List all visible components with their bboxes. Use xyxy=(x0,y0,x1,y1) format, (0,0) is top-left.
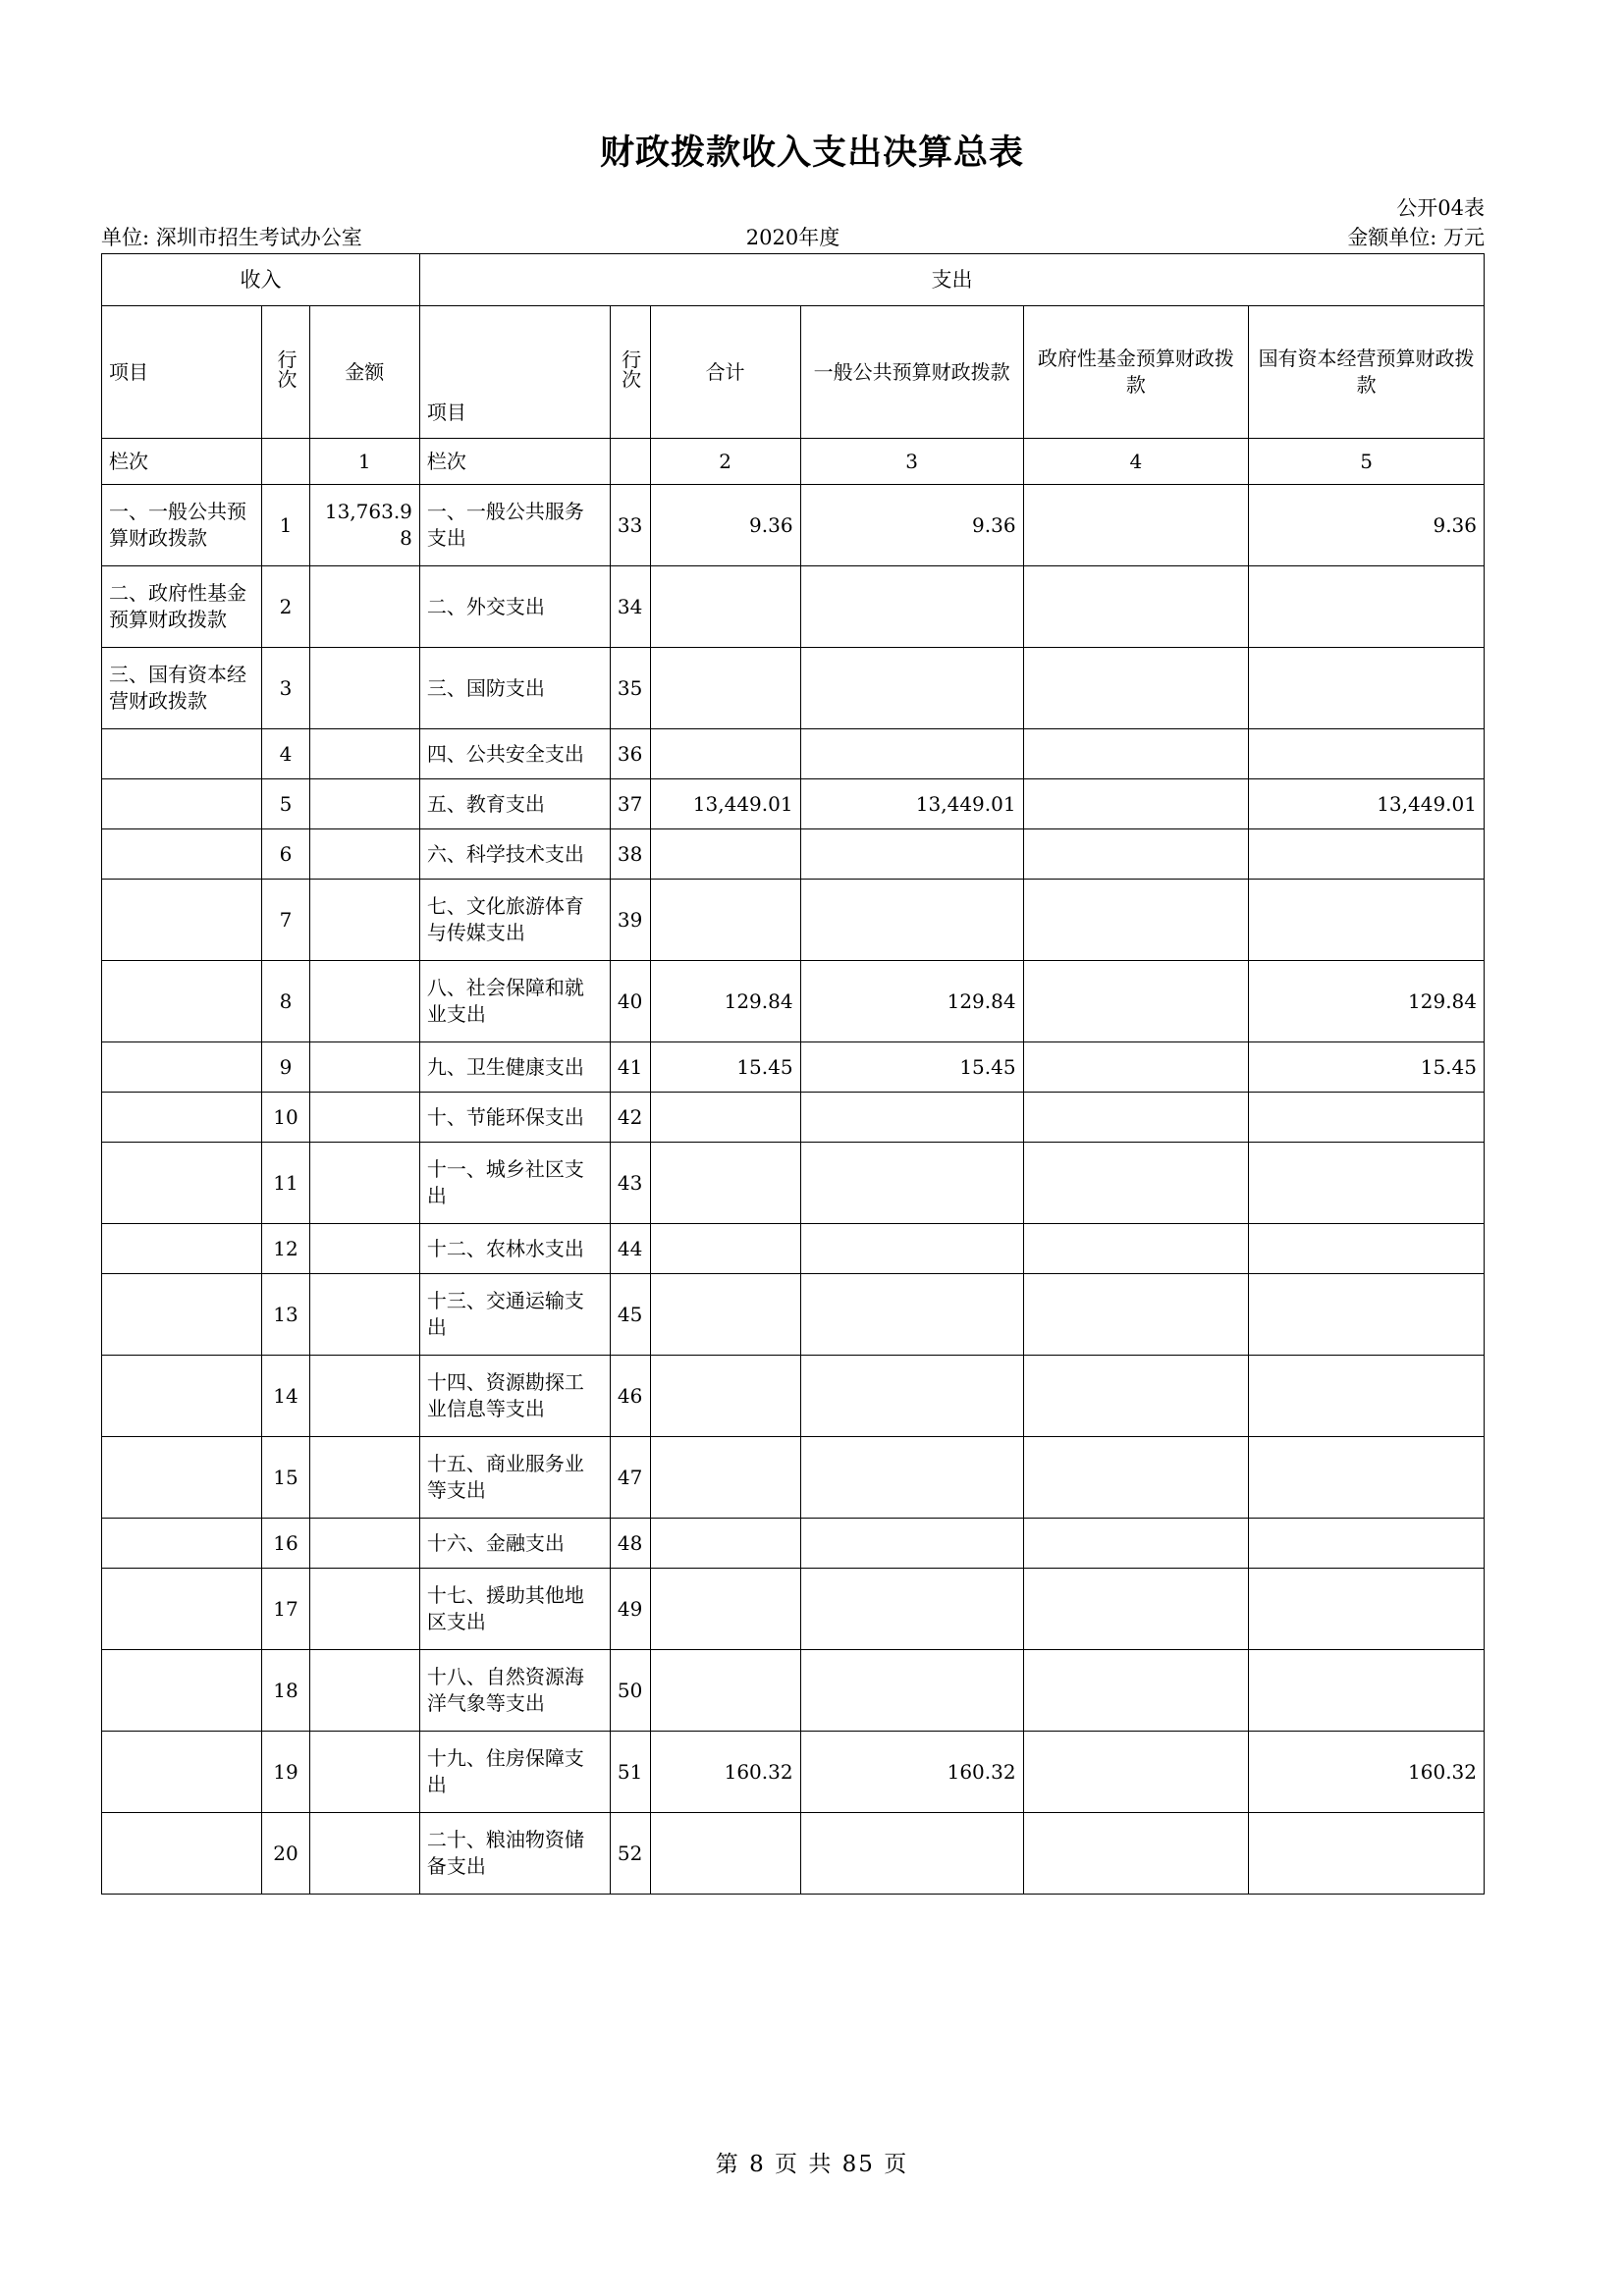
rank-row xyxy=(102,439,1485,485)
cell-exp-item: 十一、城乡社区支出 xyxy=(419,1143,610,1224)
cell-exp-general-public xyxy=(800,880,1023,961)
cell-exp-total xyxy=(650,1569,800,1650)
cell-income-item: 一、一般公共预算财政拨款 xyxy=(102,485,262,566)
financial-table xyxy=(101,253,1485,1895)
cell-income-line: 17 xyxy=(262,1569,309,1650)
cell-income-line: 9 xyxy=(262,1042,309,1093)
table-row xyxy=(102,829,1485,880)
cell-income-line: 11 xyxy=(262,1143,309,1224)
table-row xyxy=(102,1224,1485,1274)
header-income-line xyxy=(262,306,309,439)
cell-income-line: 13 xyxy=(262,1274,309,1356)
cell-exp-line: 34 xyxy=(610,566,650,648)
cell-income-amount xyxy=(309,1143,419,1224)
cell-exp-gov-fund xyxy=(1023,1519,1249,1569)
cell-exp-general-public: 129.84 xyxy=(800,961,1023,1042)
rank-label-income: 栏次 xyxy=(102,439,262,485)
table-row xyxy=(102,1274,1485,1356)
cell-exp-gov-fund xyxy=(1023,779,1249,829)
rank-label-expenditure: 栏次 xyxy=(419,439,610,485)
cell-income-item xyxy=(102,829,262,880)
table-row xyxy=(102,566,1485,648)
cell-income-item xyxy=(102,1732,262,1813)
group-header-row xyxy=(102,254,1485,306)
cell-income-line: 8 xyxy=(262,961,309,1042)
cell-exp-general-public xyxy=(800,1569,1023,1650)
cell-exp-line: 37 xyxy=(610,779,650,829)
cell-income-line: 5 xyxy=(262,779,309,829)
cell-income-amount xyxy=(309,1813,419,1895)
rank-col-4: 4 xyxy=(1023,439,1249,485)
cell-exp-line: 50 xyxy=(610,1650,650,1732)
cell-exp-total xyxy=(650,1274,800,1356)
cell-exp-general-public xyxy=(800,1143,1023,1224)
cell-exp-gov-fund xyxy=(1023,961,1249,1042)
cell-exp-line: 46 xyxy=(610,1356,650,1437)
cell-income-amount xyxy=(309,648,419,729)
cell-exp-state-capital xyxy=(1249,1437,1485,1519)
table-row xyxy=(102,648,1485,729)
cell-exp-state-capital xyxy=(1249,1519,1485,1569)
table-row xyxy=(102,961,1485,1042)
cell-income-line: 16 xyxy=(262,1519,309,1569)
cell-income-amount xyxy=(309,829,419,880)
cell-exp-line: 39 xyxy=(610,880,650,961)
cell-exp-gov-fund xyxy=(1023,1732,1249,1813)
cell-exp-state-capital xyxy=(1249,566,1485,648)
cell-income-line: 4 xyxy=(262,729,309,779)
cell-exp-general-public: 9.36 xyxy=(800,485,1023,566)
cell-exp-total: 160.32 xyxy=(650,1732,800,1813)
cell-exp-item: 十二、农林水支出 xyxy=(419,1224,610,1274)
table-row xyxy=(102,1650,1485,1732)
rank-income-amount: 1 xyxy=(309,439,419,485)
cell-exp-gov-fund xyxy=(1023,1437,1249,1519)
cell-income-line: 1 xyxy=(262,485,309,566)
page-footer: 第 8 页 共 85 页 xyxy=(715,2152,909,2177)
cell-exp-general-public xyxy=(800,729,1023,779)
cell-exp-item: 九、卫生健康支出 xyxy=(419,1042,610,1093)
cell-exp-item: 五、教育支出 xyxy=(419,779,610,829)
column-header-row xyxy=(102,306,1485,439)
cell-income-item xyxy=(102,1650,262,1732)
cell-exp-gov-fund xyxy=(1023,880,1249,961)
cell-income-line: 7 xyxy=(262,880,309,961)
cell-income-line: 19 xyxy=(262,1732,309,1813)
cell-exp-total xyxy=(650,1224,800,1274)
cell-exp-item: 八、社会保障和就业支出 xyxy=(419,961,610,1042)
cell-income-amount xyxy=(309,1732,419,1813)
cell-exp-general-public: 160.32 xyxy=(800,1732,1023,1813)
cell-exp-state-capital: 9.36 xyxy=(1249,485,1485,566)
cell-exp-state-capital: 13,449.01 xyxy=(1249,779,1485,829)
cell-income-amount xyxy=(309,1519,419,1569)
header-exp-line xyxy=(610,306,650,439)
cell-income-line: 14 xyxy=(262,1356,309,1437)
cell-income-item xyxy=(102,779,262,829)
cell-income-amount xyxy=(309,961,419,1042)
page-title: 财政拨款收入支出决算总表 xyxy=(599,133,1024,173)
cell-exp-gov-fund xyxy=(1023,1224,1249,1274)
cell-exp-gov-fund xyxy=(1023,729,1249,779)
cell-exp-item: 十六、金融支出 xyxy=(419,1519,610,1569)
cell-exp-gov-fund xyxy=(1023,648,1249,729)
cell-income-item: 三、国有资本经营财政拨款 xyxy=(102,648,262,729)
cell-income-line: 10 xyxy=(262,1093,309,1143)
cell-income-line: 2 xyxy=(262,566,309,648)
header-exp-general-public: 一般公共预算财政拨款 xyxy=(800,306,1023,439)
cell-income-item xyxy=(102,1519,262,1569)
cell-income-item xyxy=(102,729,262,779)
cell-exp-state-capital xyxy=(1249,648,1485,729)
cell-income-amount xyxy=(309,566,419,648)
header-income-amount: 金额 xyxy=(309,306,419,439)
cell-exp-item: 三、国防支出 xyxy=(419,648,610,729)
cell-exp-item: 六、科学技术支出 xyxy=(419,829,610,880)
cell-exp-total xyxy=(650,1650,800,1732)
cell-exp-general-public xyxy=(800,1650,1023,1732)
cell-income-item xyxy=(102,961,262,1042)
cell-exp-gov-fund xyxy=(1023,1356,1249,1437)
cell-exp-total: 15.45 xyxy=(650,1042,800,1093)
table-row xyxy=(102,880,1485,961)
cell-exp-gov-fund xyxy=(1023,829,1249,880)
table-row xyxy=(102,485,1485,566)
cell-exp-total: 129.84 xyxy=(650,961,800,1042)
header-exp-state-capital: 国有资本经营预算财政拨款 xyxy=(1249,306,1485,439)
cell-income-item xyxy=(102,1042,262,1093)
cell-exp-total xyxy=(650,1093,800,1143)
cell-exp-general-public xyxy=(800,1356,1023,1437)
table-row xyxy=(102,729,1485,779)
cell-exp-state-capital: 15.45 xyxy=(1249,1042,1485,1093)
cell-exp-line: 44 xyxy=(610,1224,650,1274)
group-header-expenditure: 支出 xyxy=(419,254,1484,306)
cell-income-amount xyxy=(309,1569,419,1650)
cell-income-line: 3 xyxy=(262,648,309,729)
cell-exp-line: 38 xyxy=(610,829,650,880)
cell-exp-state-capital xyxy=(1249,1813,1485,1895)
header-income-line-text: 行次 xyxy=(273,348,298,389)
table-row xyxy=(102,1569,1485,1650)
cell-exp-item: 十八、自然资源海洋气象等支出 xyxy=(419,1650,610,1732)
rank-col-2: 2 xyxy=(650,439,800,485)
fiscal-year-label: 2020年度 xyxy=(745,226,840,249)
cell-income-item: 二、政府性基金预算财政拨款 xyxy=(102,566,262,648)
cell-exp-item: 二十、粮油物资储备支出 xyxy=(419,1813,610,1895)
cell-exp-total: 9.36 xyxy=(650,485,800,566)
cell-exp-state-capital: 160.32 xyxy=(1249,1732,1485,1813)
form-code-label: 公开04表 xyxy=(1396,196,1485,220)
cell-exp-state-capital: 129.84 xyxy=(1249,961,1485,1042)
cell-income-amount xyxy=(309,1042,419,1093)
cell-income-amount xyxy=(309,880,419,961)
rank-income-line xyxy=(262,439,309,485)
cell-income-amount xyxy=(309,1356,419,1437)
cell-exp-general-public xyxy=(800,1437,1023,1519)
cell-income-line: 12 xyxy=(262,1224,309,1274)
cell-exp-line: 33 xyxy=(610,485,650,566)
cell-exp-gov-fund xyxy=(1023,1143,1249,1224)
cell-exp-line: 52 xyxy=(610,1813,650,1895)
cell-income-amount xyxy=(309,779,419,829)
cell-exp-state-capital xyxy=(1249,1569,1485,1650)
cell-exp-gov-fund xyxy=(1023,1274,1249,1356)
cell-exp-total xyxy=(650,648,800,729)
cell-income-amount xyxy=(309,729,419,779)
cell-exp-general-public xyxy=(800,1519,1023,1569)
cell-exp-state-capital xyxy=(1249,1093,1485,1143)
unit-label: 单位: 深圳市招生考试办公室 xyxy=(101,226,362,249)
cell-exp-total xyxy=(650,829,800,880)
cell-exp-total xyxy=(650,880,800,961)
group-header-income: 收入 xyxy=(102,254,420,306)
cell-exp-total xyxy=(650,566,800,648)
cell-exp-general-public xyxy=(800,1093,1023,1143)
cell-exp-item: 十七、援助其他地区支出 xyxy=(419,1569,610,1650)
cell-exp-general-public: 13,449.01 xyxy=(800,779,1023,829)
cell-exp-gov-fund xyxy=(1023,1813,1249,1895)
cell-income-amount xyxy=(309,1093,419,1143)
header-income-item: 项目 xyxy=(102,306,262,439)
cell-income-item xyxy=(102,1356,262,1437)
cell-exp-gov-fund xyxy=(1023,1042,1249,1093)
document-meta-row xyxy=(101,222,1485,247)
cell-exp-item: 七、文化旅游体育与传媒支出 xyxy=(419,880,610,961)
cell-income-amount xyxy=(309,1650,419,1732)
cell-exp-total xyxy=(650,1356,800,1437)
cell-exp-gov-fund xyxy=(1023,485,1249,566)
cell-exp-item: 二、外交支出 xyxy=(419,566,610,648)
table-row xyxy=(102,1356,1485,1437)
cell-income-item xyxy=(102,1143,262,1224)
cell-exp-total xyxy=(650,1143,800,1224)
cell-exp-general-public xyxy=(800,1813,1023,1895)
cell-exp-line: 41 xyxy=(610,1042,650,1093)
cell-exp-state-capital xyxy=(1249,829,1485,880)
cell-exp-line: 42 xyxy=(610,1093,650,1143)
cell-exp-item: 十、节能环保支出 xyxy=(419,1093,610,1143)
table-row xyxy=(102,1732,1485,1813)
cell-exp-general-public xyxy=(800,1224,1023,1274)
cell-income-amount xyxy=(309,1224,419,1274)
header-exp-line-text: 行次 xyxy=(618,348,642,389)
table-row xyxy=(102,1437,1485,1519)
header-exp-total: 合计 xyxy=(650,306,800,439)
cell-exp-state-capital xyxy=(1249,880,1485,961)
cell-exp-gov-fund xyxy=(1023,1650,1249,1732)
cell-income-amount xyxy=(309,1437,419,1519)
cell-exp-item: 十九、住房保障支出 xyxy=(419,1732,610,1813)
cell-income-item xyxy=(102,1093,262,1143)
cell-income-item xyxy=(102,1569,262,1650)
table-row xyxy=(102,779,1485,829)
cell-income-amount xyxy=(309,1274,419,1356)
cell-exp-gov-fund xyxy=(1023,1569,1249,1650)
cell-income-line: 6 xyxy=(262,829,309,880)
cell-exp-general-public xyxy=(800,648,1023,729)
cell-exp-line: 40 xyxy=(610,961,650,1042)
amount-unit-label: 金额单位: 万元 xyxy=(1347,226,1485,249)
rank-col-5: 5 xyxy=(1249,439,1485,485)
table-row xyxy=(102,1093,1485,1143)
cell-exp-item: 四、公共安全支出 xyxy=(419,729,610,779)
cell-exp-item: 十四、资源勘探工业信息等支出 xyxy=(419,1356,610,1437)
table-row xyxy=(102,1813,1485,1895)
cell-income-item xyxy=(102,1274,262,1356)
cell-exp-general-public xyxy=(800,829,1023,880)
cell-exp-item: 十三、交通运输支出 xyxy=(419,1274,610,1356)
cell-exp-line: 43 xyxy=(610,1143,650,1224)
cell-exp-line: 48 xyxy=(610,1519,650,1569)
cell-exp-line: 36 xyxy=(610,729,650,779)
cell-exp-state-capital xyxy=(1249,729,1485,779)
table-row xyxy=(102,1143,1485,1224)
table-row xyxy=(102,1042,1485,1093)
cell-exp-state-capital xyxy=(1249,1356,1485,1437)
cell-exp-line: 51 xyxy=(610,1732,650,1813)
cell-exp-state-capital xyxy=(1249,1224,1485,1274)
cell-exp-gov-fund xyxy=(1023,1093,1249,1143)
cell-income-item xyxy=(102,1813,262,1895)
cell-exp-line: 35 xyxy=(610,648,650,729)
cell-income-item xyxy=(102,880,262,961)
cell-income-item xyxy=(102,1437,262,1519)
cell-exp-line: 47 xyxy=(610,1437,650,1519)
cell-income-line: 20 xyxy=(262,1813,309,1895)
cell-exp-item: 十五、商业服务业等支出 xyxy=(419,1437,610,1519)
cell-exp-general-public xyxy=(800,566,1023,648)
table-row xyxy=(102,1519,1485,1569)
rank-exp-line xyxy=(610,439,650,485)
cell-exp-item: 一、一般公共服务支出 xyxy=(419,485,610,566)
cell-exp-total xyxy=(650,1519,800,1569)
cell-exp-state-capital xyxy=(1249,1274,1485,1356)
cell-exp-state-capital xyxy=(1249,1650,1485,1732)
cell-exp-total xyxy=(650,1813,800,1895)
cell-exp-total xyxy=(650,1437,800,1519)
cell-exp-general-public: 15.45 xyxy=(800,1042,1023,1093)
header-exp-item: 项目 xyxy=(419,306,610,439)
cell-income-line: 15 xyxy=(262,1437,309,1519)
cell-income-line: 18 xyxy=(262,1650,309,1732)
cell-income-item xyxy=(102,1224,262,1274)
cell-exp-state-capital xyxy=(1249,1143,1485,1224)
cell-exp-total xyxy=(650,729,800,779)
cell-exp-line: 45 xyxy=(610,1274,650,1356)
cell-exp-general-public xyxy=(800,1274,1023,1356)
cell-exp-line: 49 xyxy=(610,1569,650,1650)
cell-exp-gov-fund xyxy=(1023,566,1249,648)
header-exp-gov-fund: 政府性基金预算财政拨款 xyxy=(1023,306,1249,439)
rank-col-3: 3 xyxy=(800,439,1023,485)
cell-exp-total: 13,449.01 xyxy=(650,779,800,829)
cell-income-amount: 13,763.98 xyxy=(309,485,419,566)
